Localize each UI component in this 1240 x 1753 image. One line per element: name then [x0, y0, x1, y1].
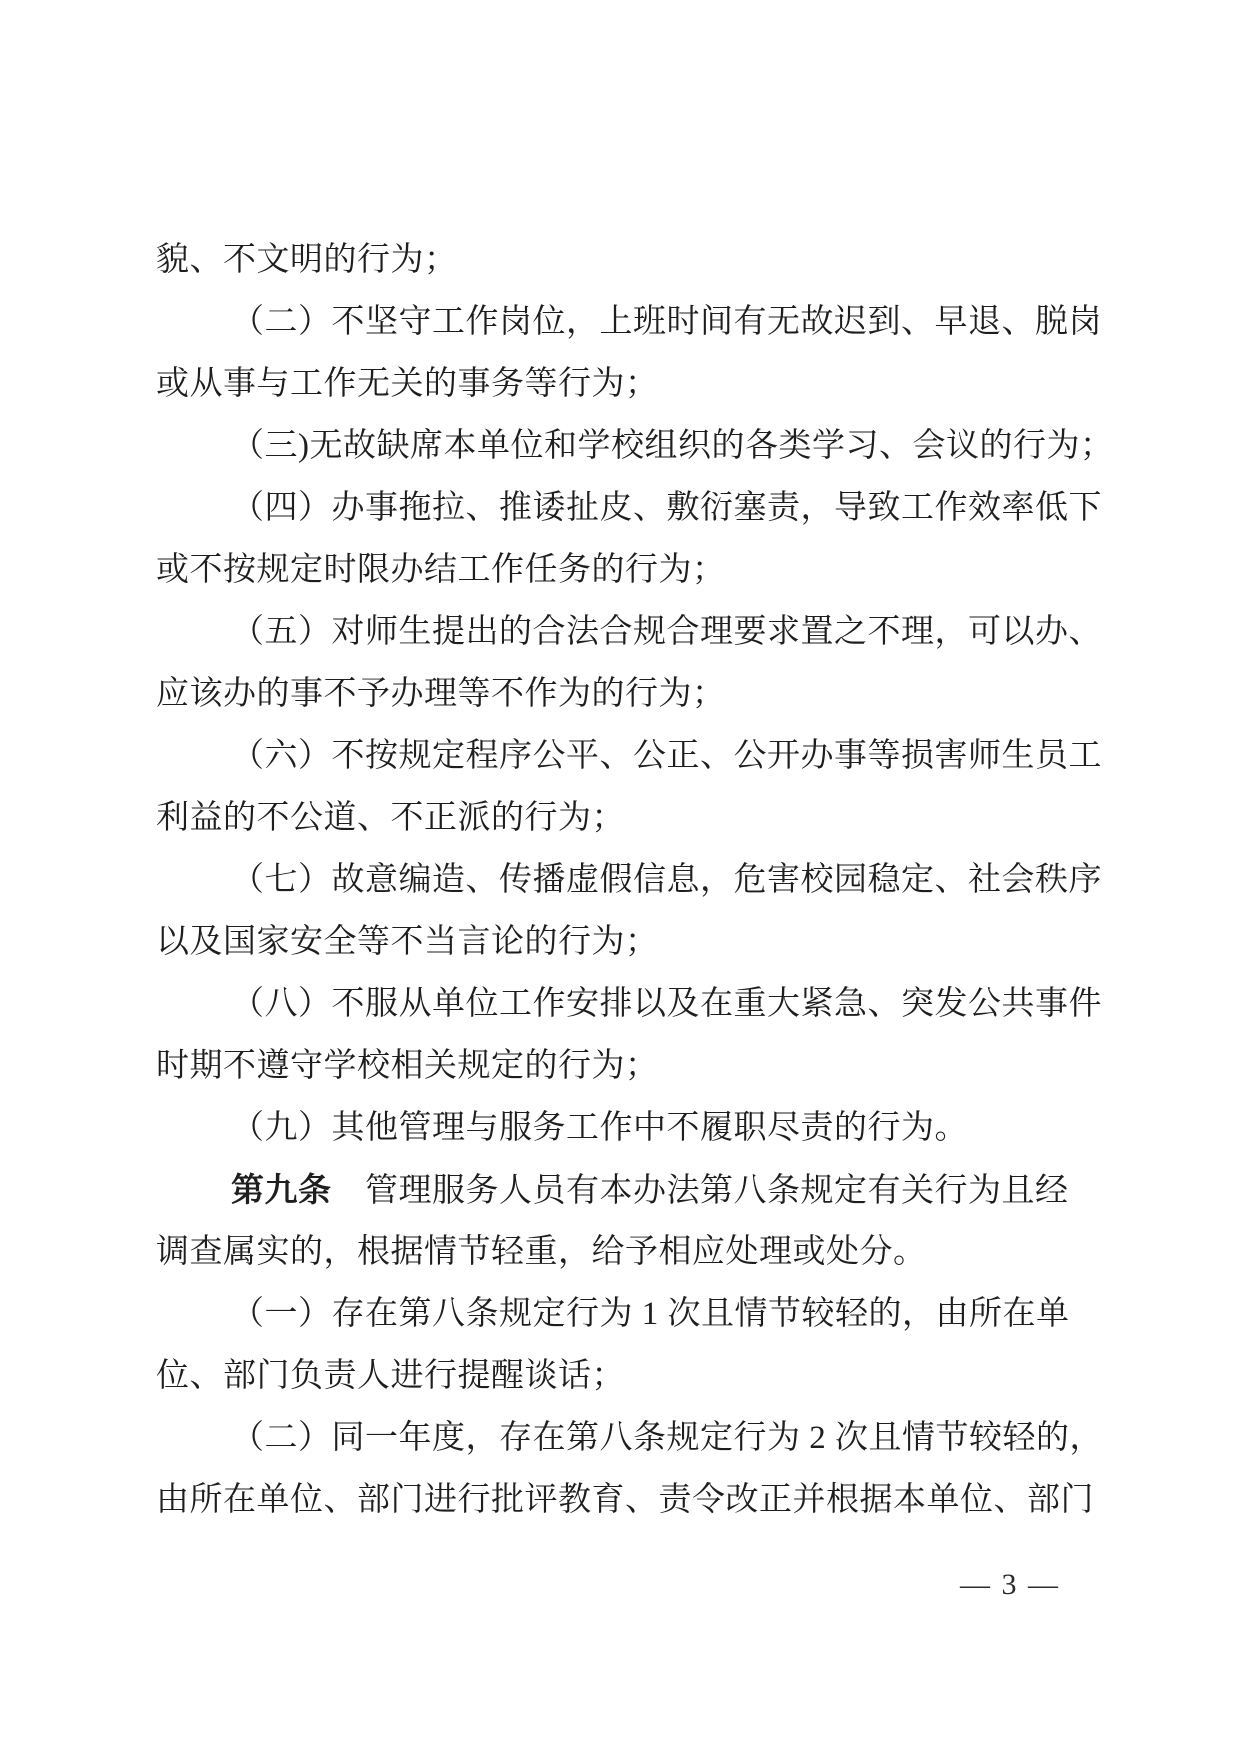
text-line — [156, 911, 1096, 973]
text-line — [156, 353, 1096, 415]
text-segment: 调查属实的，根据情节轻重，给予相应处理或处分。 — [156, 1234, 927, 1270]
text-line — [156, 477, 1102, 539]
text-line — [156, 1407, 1103, 1469]
text-segment: （五）对师生提出的合法合规合理要求置之不理，可以办、 — [231, 614, 1102, 650]
text-line — [156, 1345, 1096, 1407]
text-line — [156, 1097, 1096, 1159]
text-line — [156, 1469, 1096, 1531]
text-line — [156, 229, 1096, 291]
text-segment: （六）不按规定程序公平、公正、公开办事等损害师生员工 — [231, 738, 1102, 774]
text-line — [156, 291, 1102, 353]
text-segment: 利益的不公道、不正派的行为； — [156, 800, 625, 836]
text-line — [156, 415, 1114, 477]
text-segment: （二）同一年度，存在第八条规定行为 2 次且情节较轻的， — [231, 1420, 1103, 1456]
text-segment: 或不按规定时限办结工作任务的行为； — [156, 552, 726, 588]
text-line — [156, 1221, 1096, 1283]
text-line — [156, 973, 1102, 1035]
text-segment: 应该办的事不予办理等不作为的行为； — [156, 676, 726, 712]
text-line — [156, 1035, 1096, 1097]
text-segment: 管理服务人员有本办法第八条规定有关行为且经 — [331, 1173, 1069, 1209]
text-segment: 由所在单位、部门进行批评教育、责令改正并根据本单位、部门 — [156, 1482, 1094, 1518]
text-line — [156, 1283, 1096, 1345]
text-segment: 貌、不文明的行为； — [156, 242, 458, 278]
text-segment: （七）故意编造、传播虚假信息，危害校园稳定、社会秩序 — [231, 862, 1102, 898]
text-segment: 以及国家安全等不当言论的行为； — [156, 924, 659, 960]
text-line — [156, 787, 1096, 849]
text-line — [156, 725, 1102, 787]
text-segment: （三)无故缺席本单位和学校组织的各类学习、会议的行为； — [231, 428, 1114, 464]
text-line — [156, 539, 1096, 601]
text-segment-bold: 第九条 — [231, 1171, 332, 1208]
text-segment: （九）其他管理与服务工作中不履职尽责的行为。 — [231, 1110, 968, 1146]
text-segment: （八）不服从单位工作安排以及在重大紧急、突发公共事件 — [231, 986, 1102, 1022]
text-line — [156, 849, 1102, 911]
text-segment: （二）不坚守工作岗位，上班时间有无故迟到、早退、脱岗 — [231, 304, 1102, 340]
text-segment: 或从事与工作无关的事务等行为； — [156, 366, 659, 402]
text-segment: 位、部门负责人进行提醒谈话； — [156, 1358, 625, 1394]
text-segment: （一）存在第八条规定行为 1 次且情节较轻的，由所在单 — [231, 1296, 1070, 1332]
text-line — [156, 601, 1102, 663]
text-segment: 时期不遵守学校相关规定的行为； — [156, 1048, 659, 1084]
text-segment: （四）办事拖拉、推诿扯皮、敷衍塞责，导致工作效率低下 — [231, 490, 1102, 526]
text-line — [156, 663, 1096, 725]
document-body — [156, 229, 1114, 1531]
text-line — [156, 1159, 1096, 1221]
page-number: — 3 — — [960, 1568, 1060, 1601]
